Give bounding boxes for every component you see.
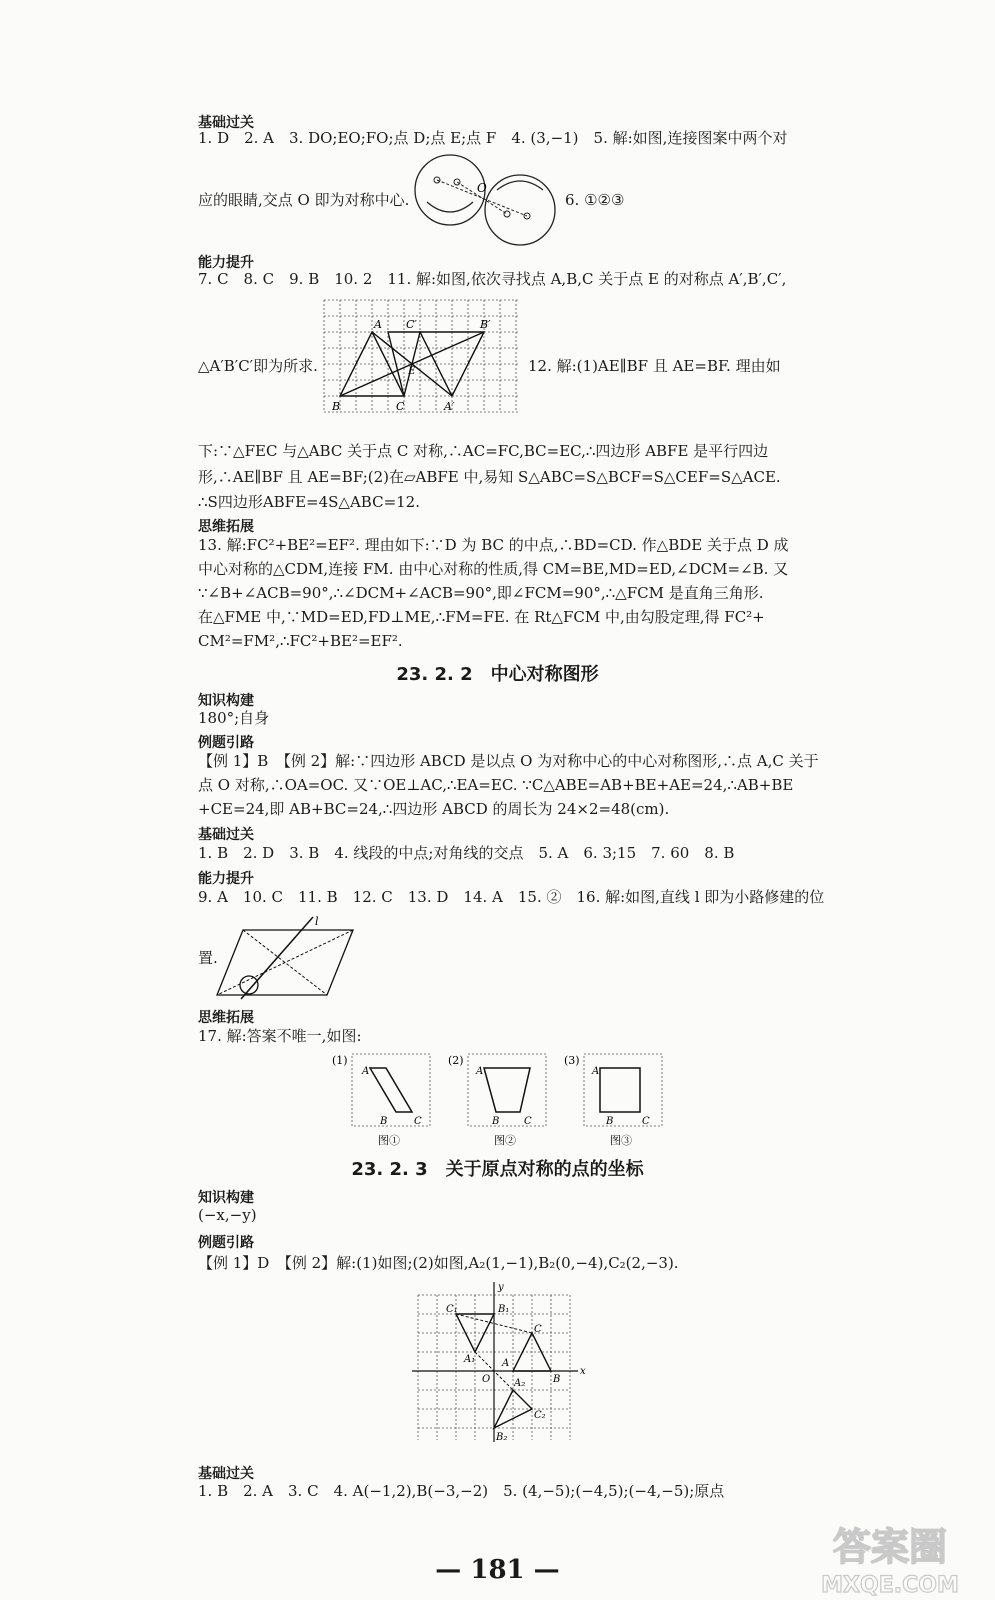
heading-basic: 基础过关 [198, 827, 254, 843]
answer-line: 【例 1】D 【例 2】解:(1)如图;(2)如图,A₂(1,−1),B₂(0,−4),C₂(2,−3). [198, 1254, 679, 1272]
svg-text:MXQE.COM: MXQE.COM [821, 1573, 959, 1598]
point-label: B₁ [498, 1304, 510, 1315]
answer-line: 1. D 2. A 3. DO;EO;FO;点 D;点 E;点 F 4. (3,−1) 5. 解:如图,连接图案中两个对 [198, 129, 788, 147]
coordinate-grid-figure [410, 1280, 585, 1445]
answer-line: (−x,−y) [198, 1206, 257, 1224]
point-label: O [482, 1374, 491, 1385]
answer-line: 9. A 10. C 11. B 12. C 13. D 14. A 15. ② 16. 解:如图,直线 l 即为小路修建的位 [198, 888, 825, 906]
point-label: B′ [480, 318, 491, 331]
point-label: A₁ [464, 1354, 476, 1365]
point-label: B₂ [496, 1432, 508, 1443]
answer-line: 13. 解:FC²+BE²=EF². 理由如下:∵D 为 BC 的中点,∴BD=CD. 作△BDE 关于点 D 成 [198, 536, 789, 554]
answer-line: +CE=24,即 AB+BC=24,∴四边形 ABCD 的周长为 24×2=48(cm). [198, 800, 670, 818]
point-label: A₂ [514, 1378, 526, 1389]
heading-know: 知识构建 [198, 1190, 254, 1206]
watermark-logo [795, 1520, 985, 1600]
section-title: 23. 2. 3 关于原点对称的点的坐标 [351, 1159, 644, 1180]
answer-line: ∵∠B+∠ACB=90°,∴∠DCM+∠ACB=90°,即∠FCM=90°,∴△FCM 是直角三角形. [198, 584, 764, 602]
point-label: B [332, 400, 341, 413]
figure-caption: 图① [378, 1134, 400, 1147]
heading-example: 例题引路 [198, 1235, 254, 1251]
heading-basic: 基础过关 [198, 115, 254, 131]
answer-line: ∴S四边形ABFE=4S△ABC=12. [198, 493, 420, 511]
answer-line: 中心对称的△CDM,连接 FM. 由中心对称的性质,得 CM=BE,MD=ED,∠DCM=∠B. 又 [198, 560, 789, 578]
answer-line: 1. B 2. D 3. B 4. 线段的中点;对角线的交点 5. A 6. 3;15 7. 60 8. B [198, 844, 735, 862]
point-label: A [502, 1358, 510, 1369]
answer-line: CM²=FM²,∴FC²+BE²=EF². [198, 632, 403, 650]
point-label: A [476, 1066, 484, 1077]
section-title: 23. 2. 2 中心对称图形 [396, 664, 599, 685]
point-label: C [396, 400, 405, 413]
line-label: l [315, 915, 319, 928]
point-label: A [362, 1066, 370, 1077]
figure-number: (3) [564, 1054, 580, 1067]
axis-label: y [498, 1282, 504, 1293]
point-label: A′ [444, 400, 455, 413]
answer-line: 12. 解:(1)AE∥BF 且 AE=BF. 理由如 [528, 357, 781, 375]
point-label: C′ [406, 318, 417, 331]
heading-ability: 能力提升 [198, 255, 254, 271]
answer-line: 在△FME 中,∵MD=ED,FD⊥ME,∴FM=FE. 在 Rt△FCM 中,由勾股定理,得 FC²+ [198, 608, 765, 626]
axis-label: x [580, 1366, 586, 1377]
point-label: C [642, 1116, 650, 1127]
figure-caption: 图② [494, 1134, 516, 1147]
answer-line: 应的眼睛,交点 O 即为对称中心. [198, 191, 410, 209]
answer-line: 1. B 2. A 3. C 4. A(−1,2),B(−3,−2) 5. (4,−5);(−4,5);(−4,−5);原点 [198, 1482, 725, 1500]
heading-think: 思维拓展 [198, 519, 254, 535]
answer-line: 下:∵△FEC 与△ABC 关于点 C 对称,∴AC=FC,BC=EC,∴四边形 ABFE 是平行四边 [198, 442, 769, 460]
point-label: C [534, 1324, 542, 1335]
point-label: B [380, 1116, 388, 1127]
heading-ability: 能力提升 [198, 871, 254, 887]
point-label: C₁ [446, 1304, 458, 1315]
parallelogram-figure [215, 915, 355, 1000]
answer-line: 17. 解:答案不唯一,如图: [198, 1027, 362, 1045]
point-label: C₂ [534, 1410, 546, 1421]
figure-number: (1) [332, 1054, 348, 1067]
svg-text:答案圈: 答案圈 [832, 1525, 948, 1569]
figure-caption: 图③ [610, 1134, 632, 1147]
point-label: A [374, 318, 382, 331]
heading-example: 例题引路 [198, 735, 254, 751]
answer-line: 180°;自身 [198, 709, 270, 727]
point-label: B [553, 1374, 561, 1385]
smiley-faces-figure [405, 150, 565, 250]
grid-triangle-figure [322, 298, 520, 418]
answer-line: 点 O 对称,∴OA=OC. 又∵OE⊥AC,∴EA=EC. ∵C△ABE=AB+BE+AE=24,∴AB+BE [198, 776, 794, 794]
point-label: B [606, 1116, 614, 1127]
three-grids-figure [330, 1050, 670, 1150]
answer-line: 6. ①②③ [565, 191, 625, 209]
heading-think: 思维拓展 [198, 1010, 254, 1026]
point-label: C [524, 1116, 532, 1127]
figure-number: (2) [448, 1054, 464, 1067]
answer-line: △A′B′C′即为所求. [198, 357, 318, 375]
point-label: O [477, 181, 487, 195]
answer-line: 形,∴AE∥BF 且 AE=BF;(2)在▱ABFE 中,易知 S△ABC=S△BCF=S△CEF=S△ACE. [198, 468, 781, 486]
answer-line: 7. C 8. C 9. B 10. 2 11. 解:如图,依次寻找点 A,B,C 关于点 E 的对称点 A′,B′,C′, [198, 270, 787, 288]
heading-basic: 基础过关 [198, 1466, 254, 1482]
point-label: C [414, 1116, 422, 1127]
page-number: — 181 — [435, 1555, 560, 1585]
answer-line: 【例 1】B 【例 2】解:∵四边形 ABCD 是以点 O 为对称中心的中心对称图形,∴点 A,C 关于 [198, 752, 819, 770]
point-label: B [492, 1116, 500, 1127]
point-label: E [408, 366, 416, 377]
heading-know: 知识构建 [198, 693, 254, 709]
point-label: A [592, 1066, 600, 1077]
answer-line: 置. [198, 949, 218, 967]
